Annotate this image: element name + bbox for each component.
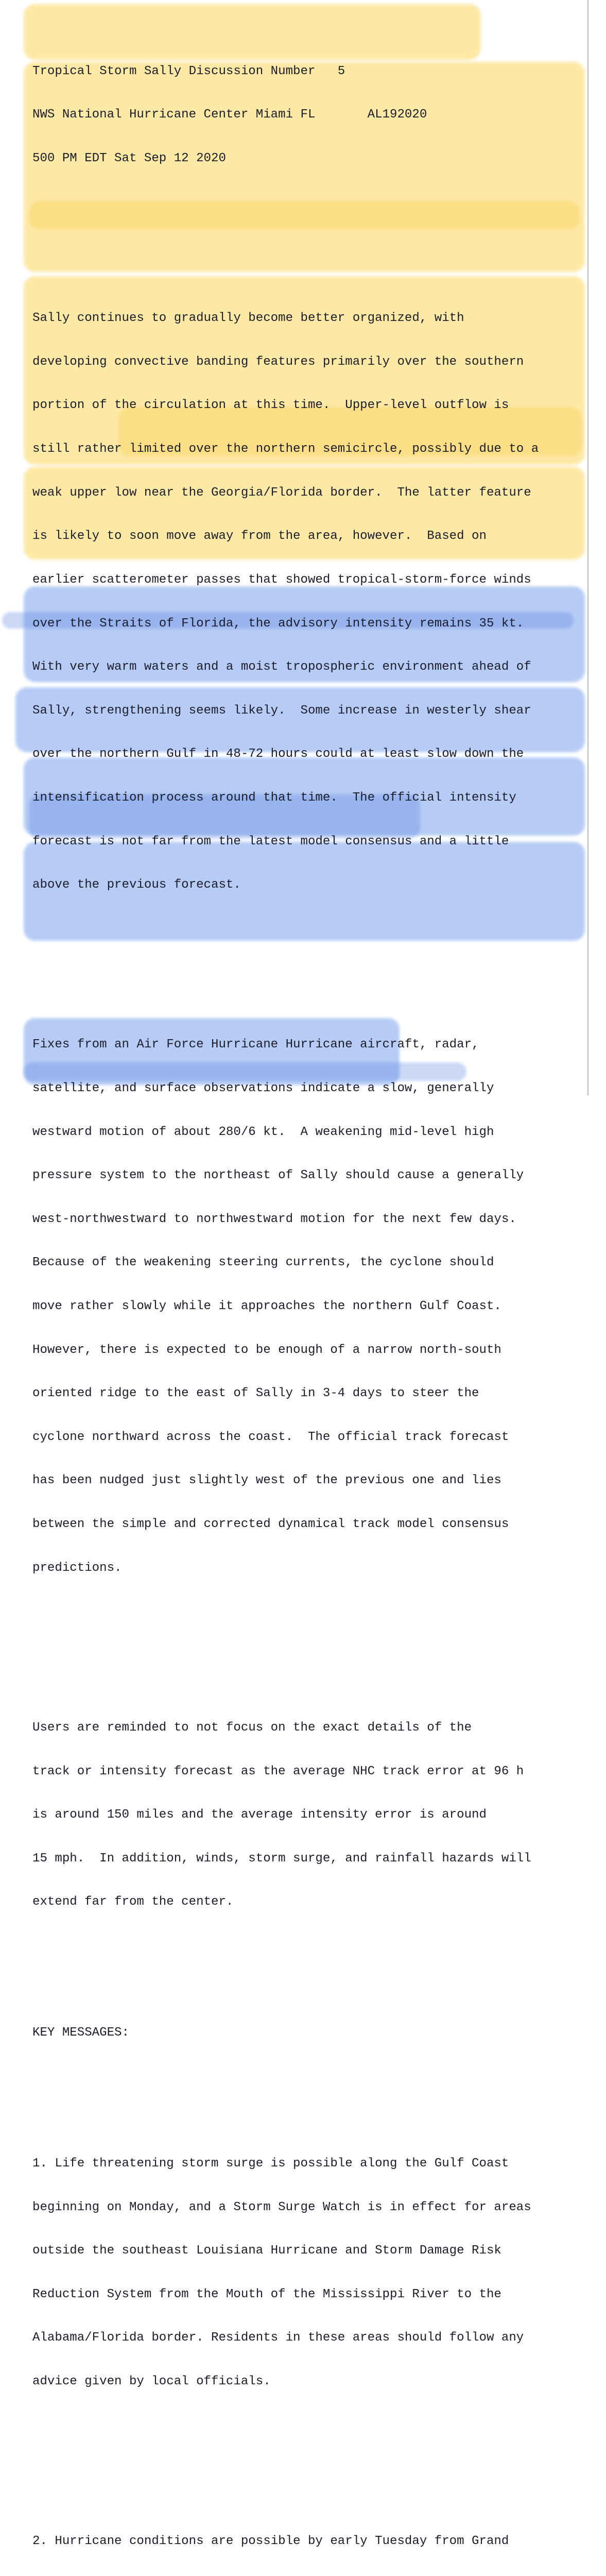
paragraph-track (32, 1009, 539, 1604)
text-line: 1. Life threatening storm surge is possible along the Gulf Coast (32, 2156, 509, 2171)
text-line: forecast is not far from the latest model consensus and a little (32, 834, 509, 849)
text-line: is likely to soon move away from the area, however. Based on (32, 529, 487, 544)
text-line: move rather slowly while it approaches the northern Gulf Coast. (32, 1299, 501, 1314)
text-line: weak upper low near the Georgia/Florida border. The latter feature (32, 485, 531, 500)
text-line: pressure system to the northeast of Sally should cause a generally (32, 1168, 524, 1183)
text-line: over the Straits of Florida, the advisory intensity remains 35 kt. (32, 616, 524, 631)
discussion-document (32, 6, 539, 2576)
text-line: Sally continues to gradually become better organized, with (32, 311, 464, 326)
text-line: However, there is expected to be enough of a narrow north-south (32, 1343, 501, 1357)
text-line: Sally, strengthening seems likely. Some increase in westerly shear (32, 703, 531, 718)
text-line: westward motion of about 280/6 kt. A weakening mid-level high (32, 1125, 494, 1139)
text-line: still rather limited over the northern semicircle, possibly due to a (32, 442, 539, 456)
key-message-2 (32, 2505, 539, 2576)
text-line: between the simple and corrected dynamical track model consensus (32, 1517, 509, 1532)
header-title-line: Tropical Storm Sally Discussion Number 5 (32, 64, 345, 78)
key-messages-heading: KEY MESSAGES: (32, 2026, 129, 2040)
text-line: earlier scatterometer passes that showed tropical-storm-force winds (32, 572, 531, 587)
text-line: advice given by local officials. (32, 2375, 271, 2389)
text-line: With very warm waters and a moist tropospheric environment ahead of (32, 660, 531, 674)
text-line: predictions. (32, 1561, 122, 1575)
text-line: Fixes from an Air Force Hurricane Hurricane aircraft, radar, (32, 1038, 479, 1052)
text-line: extend far from the center. (32, 1895, 234, 1909)
text-line: over the northern Gulf in 48-72 hours could at least slow down the (32, 747, 524, 761)
text-line: developing convective banding features primarily over the southern (32, 354, 524, 369)
text-line: is around 150 miles and the average intensity error is around (32, 1808, 487, 1822)
text-line: 15 mph. In addition, winds, storm surge, and rainfall hazards will (32, 1851, 531, 1866)
text-line: Because of the weakening steering currents, the cyclone should (32, 1256, 494, 1270)
text-line: west-northwestward to northwestward motion for the next few days. (32, 1212, 516, 1226)
text-line: has been nudged just slightly west of the previous one and lies (32, 1473, 501, 1488)
text-line: beginning on Monday, and a Storm Surge Watch is in effect for areas (32, 2200, 531, 2214)
text-line: intensification process around that time. The official intensity (32, 790, 516, 805)
page-edge-divider (587, 0, 588, 1095)
paragraph-reminder (32, 1692, 539, 1939)
header-block (32, 35, 539, 195)
text-line: outside the southeast Louisiana Hurricane and Storm Damage Risk (32, 2244, 501, 2258)
header-office-line: NWS National Hurricane Center Miami FL AL192020 (32, 108, 427, 122)
paragraph-intensity (32, 282, 539, 922)
text-line: Alabama/Florida border. Residents in these areas should follow any (32, 2331, 524, 2345)
text-line: track or intensity forecast as the average NHC track error at 96 h (32, 1764, 524, 1778)
text-line: Users are reminded to not focus on the exact details of the (32, 1720, 472, 1735)
text-line: Reduction System from the Mouth of the Mississippi River to the (32, 2287, 501, 2301)
text-line: 2. Hurricane conditions are possible by early Tuesday from Grand (32, 2534, 509, 2549)
text-line: oriented ridge to the east of Sally in 3-4 days to steer the (32, 1386, 479, 1401)
key-message-1 (32, 2128, 539, 2418)
text-line: above the previous forecast. (32, 878, 241, 892)
text-line: satellite, and surface observations indicate a slow, generally (32, 1081, 494, 1095)
text-line: cyclone northward across the coast. The official track forecast (32, 1430, 509, 1444)
header-time-line: 500 PM EDT Sat Sep 12 2020 (32, 151, 226, 166)
text-line: portion of the circulation at this time. Upper-level outflow is (32, 398, 509, 413)
